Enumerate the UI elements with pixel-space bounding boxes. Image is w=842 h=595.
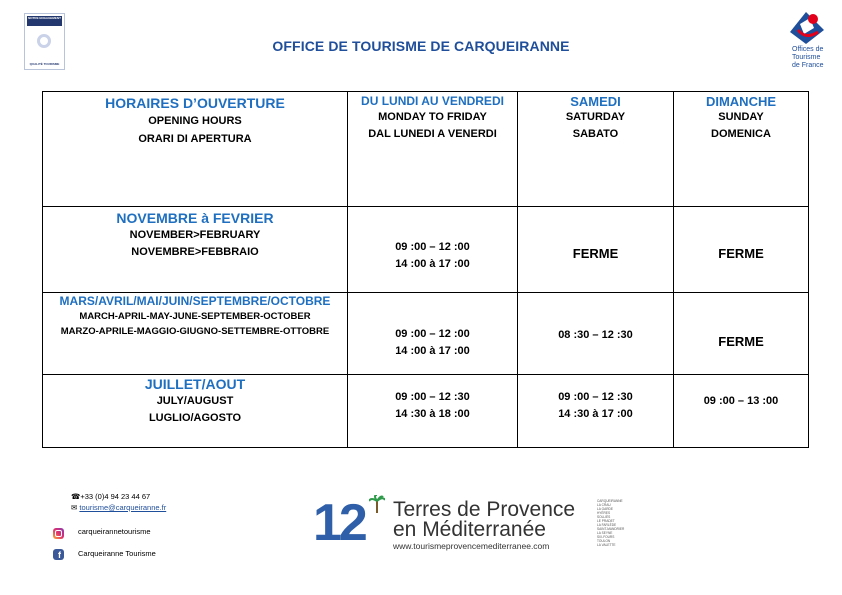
header-cell-weekdays [348, 92, 518, 207]
period-it: NOVEMBRE>FEBBRAIO [131, 246, 259, 258]
town-item: CARQUEIRANNE [597, 499, 623, 503]
table-row [43, 293, 809, 375]
ot-logo-line3: de France [792, 62, 824, 69]
header-weekdays-title: DU LUNDI AU VENDREDI [361, 94, 504, 108]
quality-logo-caption: QUALITÉ TOURISME [29, 62, 60, 66]
ot-logo-line1: Offices de [792, 46, 824, 53]
sunday-hours-cell [674, 293, 809, 375]
period-title: JUILLET/AOUT [144, 376, 246, 392]
town-item: TOULON [597, 539, 611, 543]
header-cell-sunday [674, 92, 809, 207]
town-item: SOLLIÈS [597, 515, 611, 519]
sunday-morning: 09 :00 – 13 :00 [703, 395, 779, 407]
contact-email-link[interactable]: tourisme@carqueiranne.fr [79, 503, 167, 512]
town-item: SIX-FOURS [597, 535, 615, 539]
banner-url[interactable]: www.tourismeprovencemediterranee.com [393, 541, 550, 551]
weekday-morning: 09 :00 – 12 :00 [395, 328, 470, 340]
saturday-afternoon: 14 :30 à 17 :00 [558, 408, 633, 420]
town-item: LA FARLÈDE [597, 523, 617, 527]
town-item: HYÈRES [597, 511, 611, 515]
town-item: LA SEYNE [597, 531, 613, 535]
saturday-hours-cell [518, 207, 674, 293]
instagram-icon[interactable] [53, 528, 64, 539]
instagram-handle[interactable]: carqueirannetourisme [78, 527, 151, 536]
weekday-afternoon: 14 :00 à 17 :00 [395, 258, 470, 270]
banner-towns-list [597, 499, 624, 547]
saturday-hours-cell [518, 375, 674, 448]
header-hours-title: HORAIRES D’OUVERTURE [105, 95, 285, 111]
header-hours-en: OPENING HOURS [148, 115, 242, 127]
header-weekdays-it: DAL LUNEDI A VENERDI [368, 128, 497, 140]
header-cell-hours [43, 92, 348, 207]
banner-number [313, 495, 365, 551]
weekday-afternoon: 14 :00 à 17 :00 [395, 345, 470, 357]
weekday-hours-cell [348, 375, 518, 448]
sunday-hours-cell [674, 207, 809, 293]
banner-line2: en Méditerranée [393, 518, 546, 541]
period-en: NOVEMBER>FEBRUARY [129, 229, 261, 241]
period-cell [43, 293, 348, 375]
saturday-morning: 08 :30 – 12 :30 [558, 329, 633, 341]
offices-de-tourisme-logo [780, 10, 832, 76]
header-hours-it: ORARI DI APERTURA [138, 133, 252, 145]
header-weekdays-en: MONDAY TO FRIDAY [378, 111, 487, 123]
banner-number-text: 12 [313, 494, 365, 552]
header-sunday-en: SUNDAY [718, 111, 764, 123]
sunday-status: FERME [718, 246, 764, 261]
weekday-hours-cell [348, 293, 518, 375]
facebook-page[interactable]: Carqueiranne Tourisme [78, 549, 156, 558]
header-saturday-it: SABATO [572, 128, 619, 140]
header-sunday-title: DIMANCHE [705, 94, 777, 109]
sunday-hours-cell [674, 375, 809, 448]
town-item: LE PRADET [597, 519, 615, 523]
period-en: JULY/AUGUST [156, 395, 234, 407]
page-title: OFFICE DE TOURISME DE CARQUEIRANNE [272, 38, 570, 54]
saturday-morning: 09 :00 – 12 :30 [558, 391, 633, 403]
town-item: LA GARDE [597, 507, 613, 511]
contact-phone: ☎+33 (0)4 94 23 44 67 [71, 492, 151, 501]
header-saturday-en: SATURDAY [565, 111, 626, 123]
contact-email-line [71, 503, 166, 513]
saturday-status: FERME [572, 246, 619, 261]
sunday-status: FERME [718, 334, 764, 349]
header-sunday-it: DOMENICA [711, 128, 771, 140]
period-title: NOVEMBRE à FEVRIER [116, 210, 274, 226]
offices-de-tourisme-icon [780, 10, 832, 46]
palm-icon [369, 495, 385, 513]
ot-logo-line2: Tourisme [792, 54, 821, 61]
weekday-morning: 09 :00 – 12 :00 [395, 241, 470, 253]
email-icon: ✉ [71, 503, 78, 512]
header-saturday-title: SAMEDI [570, 94, 621, 109]
terres-de-provence-banner [313, 493, 623, 551]
banner-line1: Terres de Provence [393, 498, 576, 521]
period-it: LUGLIO/AGOSTO [148, 412, 242, 424]
weekday-hours-cell [348, 207, 518, 293]
town-item: LA CRAU [597, 503, 611, 507]
table-row [43, 207, 809, 293]
table-row [43, 375, 809, 448]
weekday-afternoon: 14 :30 à 18 :00 [395, 408, 470, 420]
town-item: SAINT-MANDRIER [597, 527, 625, 531]
period-cell [43, 375, 348, 448]
header-cell-saturday [518, 92, 674, 207]
period-en: MARCH-APRIL-MAY-JUNE-SEPTEMBER-OCTOBER [79, 311, 311, 322]
saturday-hours-cell [518, 293, 674, 375]
facebook-icon[interactable]: f [53, 549, 64, 560]
weekday-morning: 09 :00 – 12 :30 [395, 391, 470, 403]
quality-logo-band: NOTRE ENGAGEMENT [27, 16, 62, 26]
period-cell [43, 207, 348, 293]
town-item: LA VALETTE [597, 543, 616, 547]
period-it: MARZO-APRILE-MAGGIO-GIUGNO-SETTEMBRE-OTTOBRE [60, 326, 330, 337]
period-title: MARS/AVRIL/MAI/JUIN/SEPTEMBRE/OCTOBRE [59, 294, 331, 308]
table-header-row [43, 92, 809, 207]
opening-hours-table [42, 91, 809, 448]
